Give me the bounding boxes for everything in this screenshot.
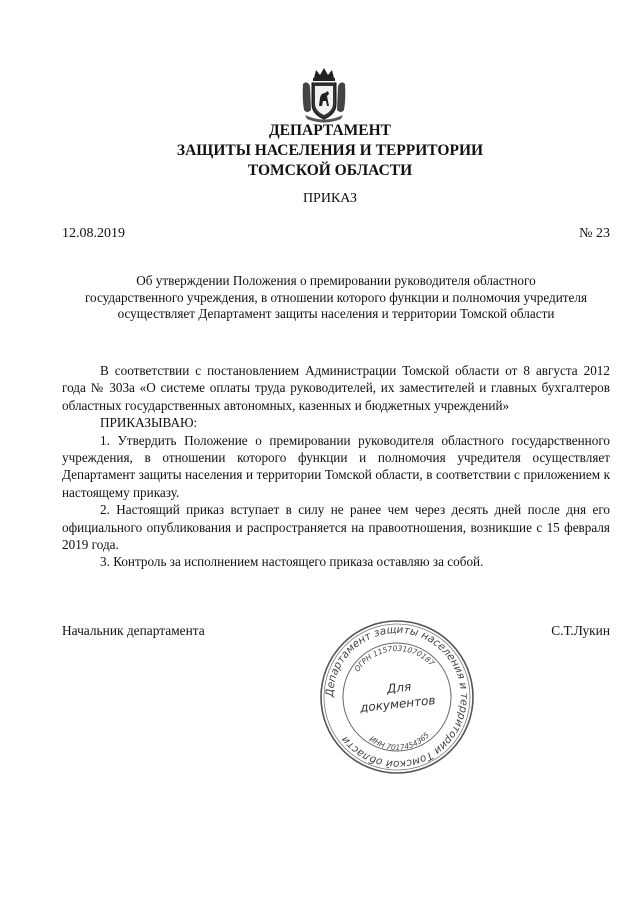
order-word: ПРИКАЗЫВАЮ: <box>100 415 198 431</box>
document-type: ПРИКАЗ <box>302 191 358 206</box>
subject-line-2: государственного учреждения, в отношении которого функции и полномочия учредителя <box>84 289 588 305</box>
document-body <box>62 362 610 571</box>
order-item-2: 2. Настоящий приказ вступает в силу не ранее чем через десять дней после дня его официального опубликования и распространяется на правоотношения, возникшие с 15 февраля 2019 года. <box>62 502 610 553</box>
document-number: № 23 <box>579 226 610 241</box>
stamp-ogrn: ОГРН 1157031070187 <box>352 643 437 674</box>
org-line-2: ЗАЩИТЫ НАСЕЛЕНИЯ И ТЕРРИТОРИИ <box>176 142 484 159</box>
official-stamp <box>318 618 476 776</box>
document-subject <box>62 273 610 323</box>
stamp-outer-text: Департамент защиты населения и территории Томской области <box>323 623 471 771</box>
coat-of-arms-emblem <box>301 66 347 124</box>
order-item-3: 3. Контроль за исполнением настоящего приказа оставляю за собой. <box>100 554 484 570</box>
svg-text:ОГРН 1157031070187 <box>352 644 436 674</box>
stamp-inn: ИНН 7017454365 <box>367 730 432 753</box>
signer-title: Начальник департамента <box>62 623 205 638</box>
signer-name: С.Т.Лукин <box>551 623 610 638</box>
subject-line-3: осуществляет Департамент защиты населения и территории Томской области <box>117 306 555 322</box>
svg-text:ИНН 7017454365 <box>368 730 432 752</box>
org-line-3: ТОМСКОЙ ОБЛАСТИ <box>247 162 413 179</box>
document-date: 12.08.2019 <box>62 226 125 241</box>
org-line-1: ДЕПАРТАМЕНТ <box>268 122 392 139</box>
order-item-1: 1. Утвердить Положение о премировании руководителя областного государственного учреждения, в отношении которого функции и полномочия учредителя осуществляет Департамент защиты населения и территории Томской области, в соответствии с приложением к настоящему приказу. <box>62 432 610 500</box>
preamble-paragraph: В соответствии с постановлением Администрации Томской области от 8 августа 2012 года № 303а «О системе оплаты труда руководителей, их заместителей и главных бухгалтеров областных государственных автономных, казенных и бюджетных учреждений» <box>62 363 610 413</box>
organization-name <box>0 121 640 181</box>
subject-line-1: Об утверждении Положения о премировании руководителя областного <box>136 273 536 288</box>
stamp-center-line-1: Для <box>386 679 412 696</box>
stamp-center-line-2: документов <box>359 693 437 715</box>
